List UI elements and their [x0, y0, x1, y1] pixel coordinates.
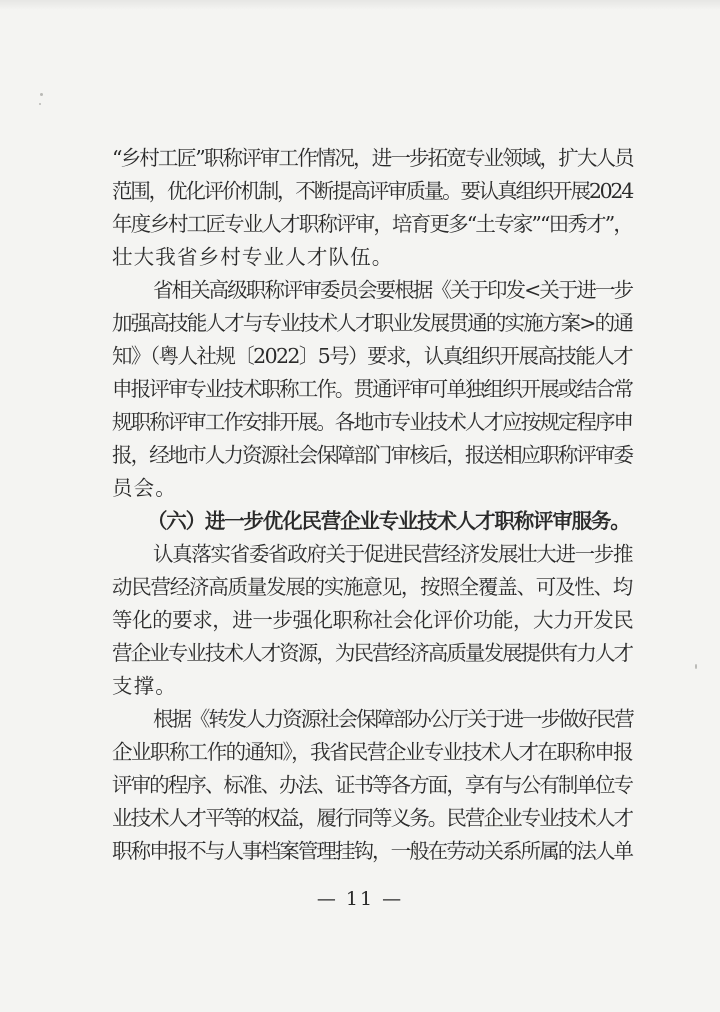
body-line: “乡村工匠”职称评审工作情况，进一步拓宽专业领域，扩大人员 [112, 146, 633, 170]
paragraph-first-line: 根据《转发人力资源社会保障部办公厅关于进一步做好民营 [153, 707, 633, 731]
scan-speck [39, 103, 41, 105]
body-line: 业技术人才平等的权益，履行同等义务。民营企业专业技术人才 [112, 806, 632, 830]
body-line: 加强高技能人才与专业技术人才职业发展贯通的实施方案>的通 [112, 311, 632, 335]
body-line: 营企业专业技术人才资源，为民营经济高质量发展提供有力人才 [112, 641, 632, 665]
body-line: 职称申报不与人事档案管理挂钩，一般在劳动关系所属的法人单 [112, 839, 632, 863]
body-line: 等化的要求，进一步强化职称社会化评价功能，大力开发民 [112, 608, 634, 632]
body-line: 申报评审专业技术职称工作。贯通评审可单独组织开展或结合常 [112, 377, 632, 401]
body-line: 知》（粤人社规〔2022〕5号）要求，认真组织开展高技能人才 [112, 344, 632, 368]
paragraph-first-line: 省相关高级职称评审委员会要根据《关于印发<关于进一步 [153, 278, 632, 302]
body-line: 范围，优化评价机制，不断提高评审质量。要认真组织开展2024 [112, 179, 632, 203]
section-heading: （六）进一步优化民营企业专业技术人才职称评审服务。 [147, 509, 630, 533]
body-line: 评审的程序、标准、办法、证书等各方面，享有与公有制单位专 [112, 773, 632, 797]
body-line: 员会。 [112, 476, 177, 500]
body-line: 年度乡村工匠专业人才职称评审，培育更多“土专家”“田秀才”， [112, 212, 632, 236]
body-line: 企业职称工作的通知》，我省民营企业专业技术人才在职称申报 [112, 740, 632, 764]
scan-speck [40, 93, 43, 96]
scan-speck [695, 664, 697, 669]
body-line: 支撑。 [112, 674, 177, 698]
scan-top-edge [0, 0, 720, 10]
body-line: 动民营经济高质量发展的实施意见，按照全覆盖、可及性、均 [112, 575, 632, 599]
body-line: 规职称评审工作安排开展。各地市专业技术人才应按规定程序申 [112, 410, 632, 434]
paragraph-first-line: 认真落实省委省政府关于促进民营经济发展壮大进一步推 [153, 542, 632, 566]
body-line: 报，经地市人力资源社会保障部门审核后，报送相应职称评审委 [112, 443, 632, 467]
page-number: — 11 — [316, 888, 404, 910]
body-line: 壮大我省乡村专业人才队伍。 [112, 245, 394, 269]
